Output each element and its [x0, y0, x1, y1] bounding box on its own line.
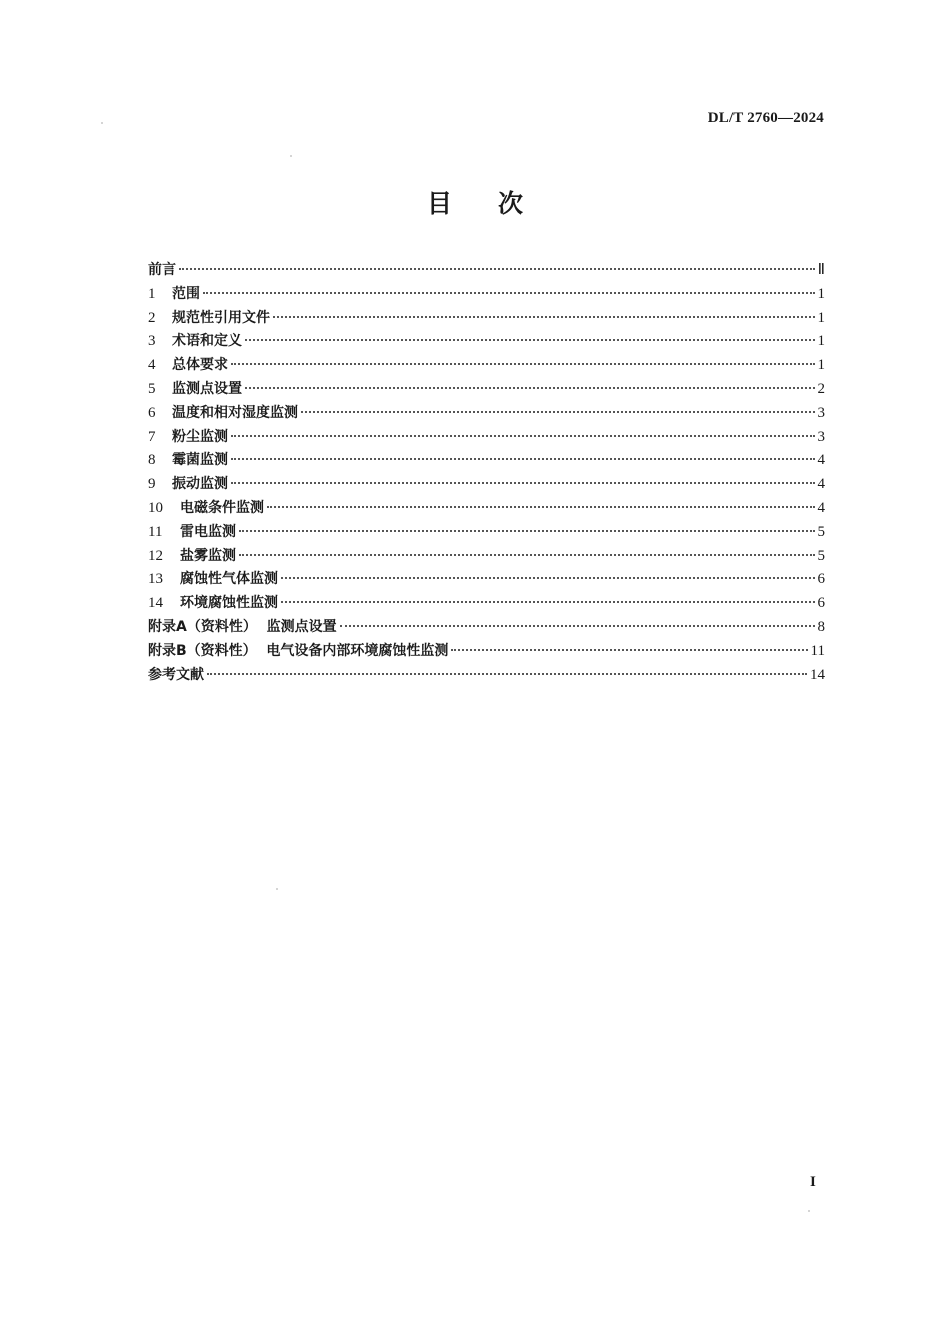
toc-number: 8: [148, 452, 156, 469]
dot-leader: [245, 387, 815, 389]
toc-number: 1: [148, 285, 156, 302]
dot-leader: [273, 316, 815, 318]
toc-number: 12: [148, 547, 163, 564]
dot-leader: [451, 649, 807, 651]
dot-leader: [179, 268, 815, 270]
toc-title: 前言: [148, 262, 176, 278]
dot-leader: [231, 458, 815, 460]
toc-entry-10[interactable]: [148, 497, 825, 521]
toc-title: 监测点设置: [172, 380, 242, 397]
toc-entry-7[interactable]: [148, 426, 825, 450]
toc-page: 11: [810, 642, 825, 659]
toc-number: 9: [148, 476, 156, 493]
toc-number: 10: [148, 499, 163, 516]
toc-title: 总体要求: [172, 357, 228, 374]
toc-entry-1[interactable]: [148, 283, 825, 307]
dot-leader: [231, 363, 815, 365]
toc-title: 环境腐蚀性监测: [180, 595, 278, 612]
dot-leader: [207, 673, 807, 675]
toc-entry-11[interactable]: [148, 521, 825, 545]
toc-page: 4: [817, 499, 825, 516]
scan-speck: [101, 122, 103, 124]
toc-entry-9[interactable]: [148, 473, 825, 497]
toc-entry-8[interactable]: [148, 449, 825, 473]
toc-title: 规范性引用文件: [172, 309, 270, 326]
title-part-2: 次: [498, 189, 524, 218]
toc-number: 13: [148, 571, 163, 588]
toc-page: 6: [817, 571, 825, 588]
toc-page: 1: [817, 285, 825, 302]
page-title: [0, 184, 950, 220]
toc-page: 5: [817, 547, 825, 564]
toc-number: 6: [148, 404, 156, 421]
toc-number: 7: [148, 428, 156, 445]
dot-leader: [281, 577, 815, 579]
dot-leader: [281, 601, 815, 603]
page-folio: I: [810, 1174, 816, 1190]
toc-title: 振动监测: [172, 476, 228, 493]
toc-number: 11: [148, 523, 163, 540]
toc-page: 1: [817, 333, 825, 350]
toc-entry-appendix-a[interactable]: [148, 616, 825, 640]
toc-entry-appendix-b[interactable]: [148, 640, 825, 664]
toc-entry-3[interactable]: [148, 330, 825, 354]
toc-number: 14: [148, 595, 163, 612]
toc-entry-foreword[interactable]: [148, 259, 825, 283]
toc-entry-4[interactable]: [148, 354, 825, 378]
dot-leader: [203, 292, 815, 294]
toc-title: 盐雾监测: [180, 547, 236, 564]
toc-entry-13[interactable]: [148, 568, 825, 592]
toc-title: 雷电监测: [180, 523, 236, 540]
title-part-1: 目: [426, 189, 452, 218]
toc-page: 14: [810, 666, 825, 683]
toc-page: 6: [817, 595, 825, 612]
toc-title: 附录A（资料性） 监测点设置: [148, 618, 337, 635]
toc-entry-14[interactable]: [148, 592, 825, 616]
toc-entry-2[interactable]: [148, 307, 825, 331]
toc-entry-6[interactable]: [148, 402, 825, 426]
standard-code: DL/T 2760—2024: [707, 110, 824, 126]
toc-page: 3: [817, 404, 825, 421]
toc-entry-12[interactable]: [148, 545, 825, 569]
toc-title: 术语和定义: [172, 333, 242, 350]
toc-page: 4: [817, 476, 825, 493]
table-of-contents: [148, 259, 825, 687]
toc-title: 腐蚀性气体监测: [180, 571, 278, 588]
toc-page: 2: [817, 380, 825, 397]
toc-title: 霉菌监测: [172, 452, 228, 469]
dot-leader: [239, 530, 815, 532]
scan-speck: [290, 155, 292, 157]
dot-leader: [301, 411, 815, 413]
toc-number: 2: [148, 309, 156, 326]
toc-page: 3: [817, 428, 825, 445]
toc-page: 4: [817, 452, 825, 469]
toc-number: 5: [148, 380, 156, 397]
toc-number: 4: [148, 357, 156, 374]
toc-page: 1: [817, 309, 825, 326]
toc-entry-references[interactable]: [148, 664, 825, 688]
scan-speck: [276, 888, 278, 890]
toc-page: 1: [817, 357, 825, 374]
toc-page: 8: [817, 618, 825, 635]
toc-title: 参考文献: [148, 666, 204, 683]
toc-title: 粉尘监测: [172, 428, 228, 445]
toc-page: 5: [817, 523, 825, 540]
toc-title: 附录B（资料性） 电气设备内部环境腐蚀性监测: [148, 642, 449, 659]
dot-leader: [231, 435, 815, 437]
dot-leader: [340, 625, 815, 627]
toc-title: 范围: [172, 285, 200, 302]
toc-entry-5[interactable]: [148, 378, 825, 402]
dot-leader: [245, 339, 815, 341]
dot-leader: [231, 482, 815, 484]
scan-speck: [808, 1210, 810, 1212]
toc-title: 电磁条件监测: [180, 499, 264, 516]
dot-leader: [239, 554, 815, 556]
toc-page: Ⅱ: [817, 262, 825, 278]
toc-number: 3: [148, 333, 156, 350]
dot-leader: [267, 506, 815, 508]
toc-title: 温度和相对湿度监测: [172, 404, 298, 421]
